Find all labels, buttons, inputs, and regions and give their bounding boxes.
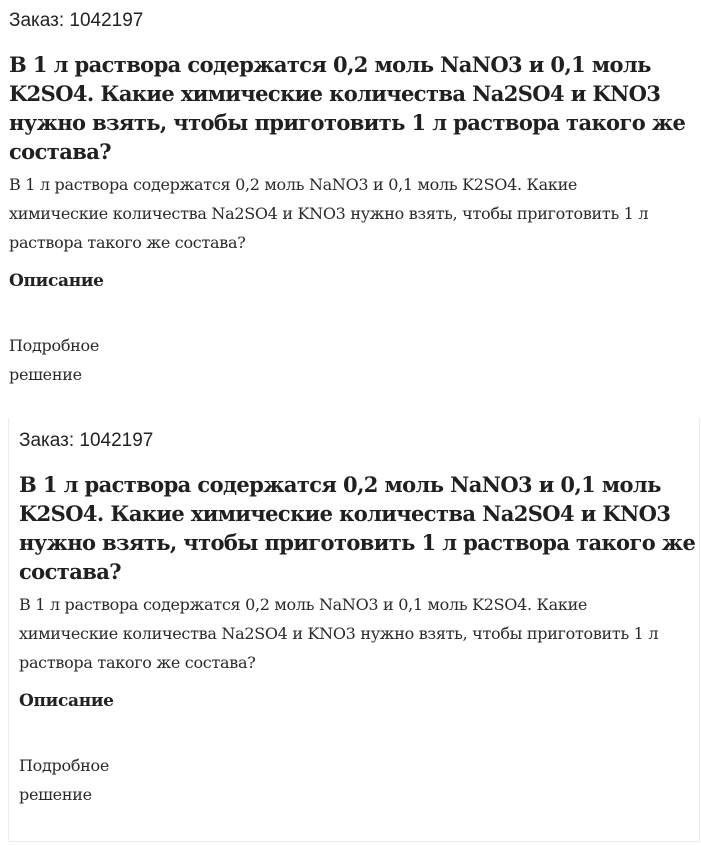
question-text: В 1 л раствора содержатся 0,2 моль NaNO3 и 0,1 моль K2SO4. Какие химические количества Na2SO4 и KNO3 нужно взять, чтобы приготовить 1 л раствора такого же состава?	[19, 595, 659, 672]
question-title: В 1 л раствора содержатся 0,2 моль NaNO3 и 0,1 моль K2SO4. Какие химические количества Na2SO4 и KNO3 нужно взять, чтобы приготовить 1 л раствора такого же состава?	[9, 52, 686, 164]
question-title: В 1 л раствора содержатся 0,2 моль NaNO3 и 0,1 моль K2SO4. Какие химические количества Na2SO4 и KNO3 нужно взять, чтобы приготовить 1 л раствора такого же состава?	[19, 472, 696, 584]
order-number: Заказ: 1042197	[19, 430, 154, 451]
description-heading: Описание	[19, 691, 114, 711]
order-card	[0, 0, 701, 420]
question-text: В 1 л раствора содержатся 0,2 моль NaNO3 и 0,1 моль K2SO4. Какие химические количества Na2SO4 и KNO3 нужно взять, чтобы приготовить 1 л раствора такого же состава?	[9, 175, 649, 252]
detailed-solution-label: Подробное решение	[19, 756, 110, 804]
order-card-duplicate	[8, 418, 700, 842]
description-heading: Описание	[9, 271, 104, 291]
order-number: Заказ: 1042197	[9, 10, 144, 31]
detailed-solution-label: Подробное решение	[9, 336, 100, 384]
